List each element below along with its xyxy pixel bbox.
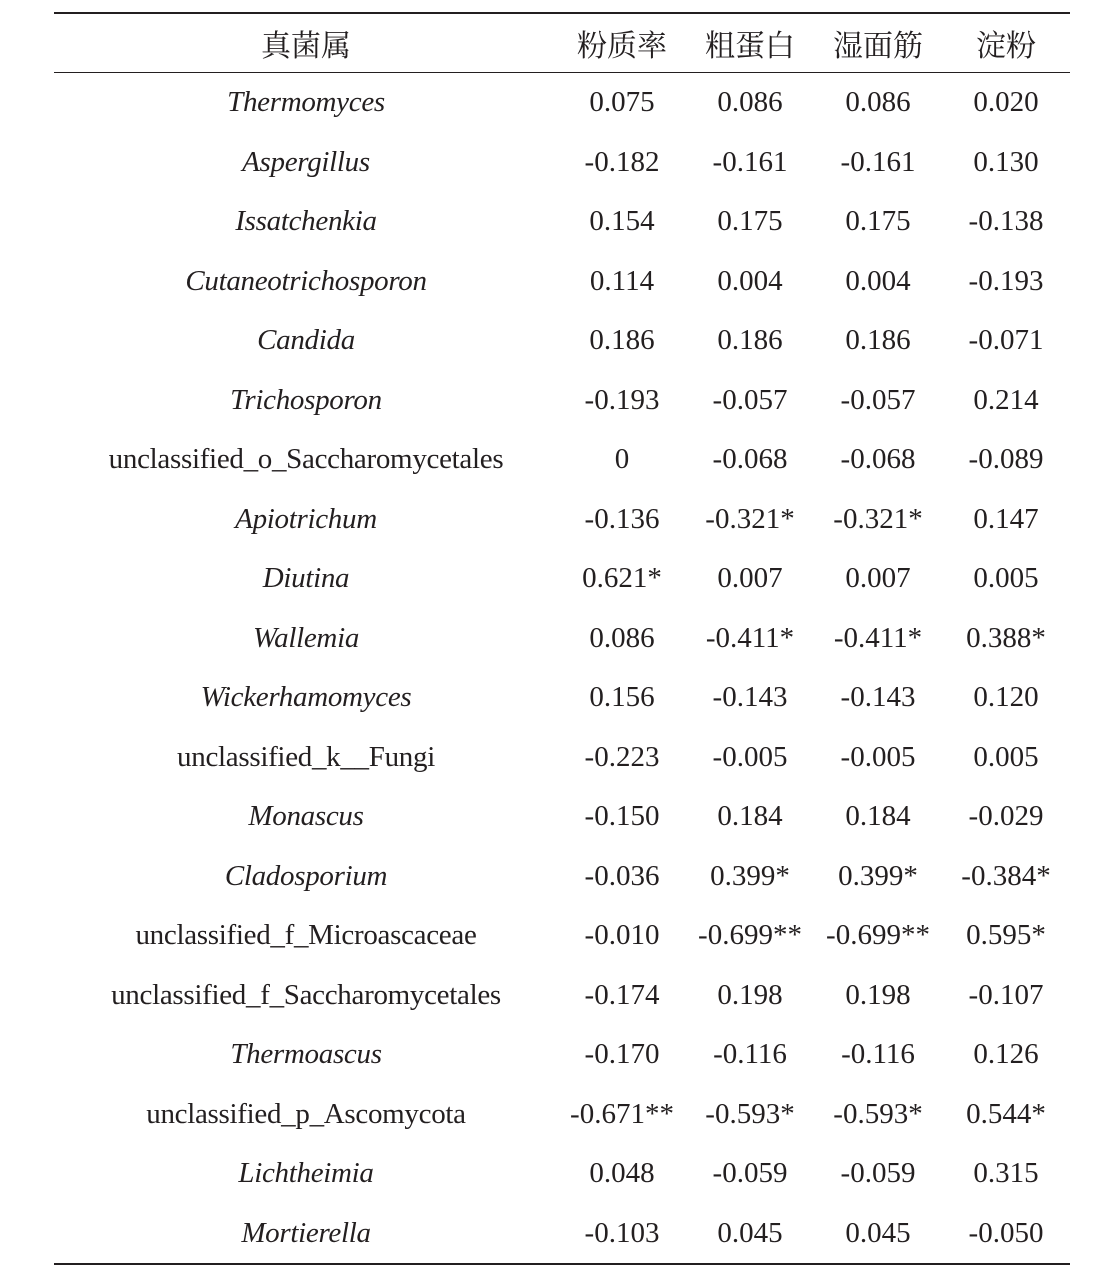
starch-value-cell: 0.020 — [973, 86, 1039, 119]
starch-value-cell: -0.050 — [968, 1216, 1044, 1249]
floury-rate-value-cell: -0.223 — [584, 740, 660, 773]
table-row — [54, 1144, 1070, 1204]
genus-name-cell: Issatchenkia — [235, 205, 377, 238]
wet-gluten-value-cell: -0.116 — [841, 1038, 915, 1071]
crude-protein-value-cell: -0.068 — [712, 443, 788, 476]
table-row — [54, 728, 1070, 788]
wet-gluten-value-cell: -0.321* — [833, 502, 923, 535]
crude-protein-value-cell: 0.175 — [717, 205, 783, 238]
starch-value-cell: -0.089 — [968, 443, 1044, 476]
wet-gluten-value-cell: 0.086 — [845, 86, 911, 119]
genus-name-cell: unclassified_k__Fungi — [177, 740, 435, 773]
starch-value-cell: -0.193 — [968, 264, 1044, 297]
genus-name-cell: Cladosporium — [224, 859, 388, 892]
genus-name-cell: Candida — [257, 324, 355, 357]
header-starch: 淀粉 — [976, 30, 1036, 63]
crude-protein-value-cell: 0.198 — [717, 978, 783, 1011]
starch-value-cell: -0.029 — [968, 800, 1044, 833]
genus-name-cell: Aspergillus — [242, 145, 370, 178]
floury-rate-value-cell: -0.671** — [570, 1097, 674, 1130]
starch-value-cell: 0.595* — [966, 919, 1046, 952]
wet-gluten-value-cell: 0.175 — [845, 205, 911, 238]
crude-protein-value-cell: 0.086 — [717, 86, 783, 119]
floury-rate-value-cell: 0.621* — [582, 562, 662, 595]
table-header-row — [54, 13, 1070, 73]
starch-value-cell: 0.544* — [966, 1097, 1046, 1130]
genus-name-cell: Thermoascus — [230, 1038, 382, 1071]
header-wet-gluten: 湿面筋 — [833, 30, 923, 63]
table-row — [54, 490, 1070, 550]
wet-gluten-value-cell: -0.057 — [840, 383, 916, 416]
table-row — [54, 73, 1070, 133]
genus-name-cell: unclassified_f_Microascaceae — [135, 919, 477, 952]
genus-name-cell: Cutaneotrichosporon — [185, 264, 427, 297]
table-body — [54, 73, 1070, 1265]
crude-protein-value-cell: -0.143 — [712, 681, 788, 714]
crude-protein-value-cell: 0.184 — [717, 800, 783, 833]
crude-protein-value-cell: -0.411* — [705, 621, 795, 654]
genus-name-cell: Diutina — [262, 562, 350, 595]
crude-protein-value-cell: -0.057 — [712, 383, 788, 416]
floury-rate-value-cell: -0.170 — [584, 1038, 660, 1071]
table-row — [54, 430, 1070, 490]
starch-value-cell: 0.130 — [973, 145, 1039, 178]
crude-protein-value-cell: -0.005 — [712, 740, 788, 773]
floury-rate-value-cell: 0.156 — [589, 681, 655, 714]
crude-protein-value-cell: 0.007 — [717, 562, 783, 595]
crude-protein-value-cell: 0.004 — [717, 264, 783, 297]
starch-value-cell: 0.315 — [973, 1157, 1039, 1190]
table-row — [54, 787, 1070, 847]
table-row — [54, 847, 1070, 907]
wet-gluten-value-cell: -0.699** — [826, 919, 930, 952]
table-row — [54, 1085, 1070, 1145]
floury-rate-value-cell: -0.193 — [584, 383, 660, 416]
crude-protein-value-cell: -0.059 — [712, 1157, 788, 1190]
crude-protein-value-cell: -0.321* — [705, 502, 795, 535]
crude-protein-value-cell: -0.593* — [705, 1097, 795, 1130]
header-crude-protein: 粗蛋白 — [705, 30, 795, 63]
table-row — [54, 668, 1070, 728]
genus-name-cell: Trichosporon — [230, 383, 382, 416]
wet-gluten-value-cell: 0.007 — [845, 562, 911, 595]
floury-rate-value-cell: -0.182 — [584, 145, 660, 178]
wet-gluten-value-cell: -0.143 — [840, 681, 916, 714]
genus-name-cell: Apiotrichum — [235, 502, 377, 535]
crude-protein-value-cell: -0.699** — [698, 919, 802, 952]
starch-value-cell: 0.388* — [966, 621, 1046, 654]
floury-rate-value-cell: 0 — [614, 443, 630, 476]
floury-rate-value-cell: 0.048 — [589, 1157, 655, 1190]
wet-gluten-value-cell: 0.045 — [845, 1216, 911, 1249]
table-row — [54, 371, 1070, 431]
floury-rate-value-cell: 0.075 — [589, 86, 655, 119]
crude-protein-value-cell: 0.045 — [717, 1216, 783, 1249]
starch-value-cell: 0.126 — [973, 1038, 1039, 1071]
floury-rate-value-cell: 0.086 — [589, 621, 655, 654]
genus-name-cell: unclassified_p_Ascomycota — [146, 1097, 466, 1130]
starch-value-cell: -0.107 — [968, 978, 1044, 1011]
starch-value-cell: -0.384* — [961, 859, 1051, 892]
table-row — [54, 311, 1070, 371]
table-row — [54, 549, 1070, 609]
table-row — [54, 906, 1070, 966]
crude-protein-value-cell: 0.186 — [717, 324, 783, 357]
table-row — [54, 252, 1070, 312]
genus-name-cell: unclassified_o_Saccharomycetales — [108, 443, 504, 476]
table-row — [54, 1025, 1070, 1085]
genus-name-cell: Wickerhamomyces — [200, 681, 412, 714]
wet-gluten-value-cell: -0.059 — [840, 1157, 916, 1190]
wet-gluten-value-cell: -0.068 — [840, 443, 916, 476]
floury-rate-value-cell: -0.103 — [584, 1216, 660, 1249]
genus-name-cell: Mortierella — [241, 1216, 371, 1249]
wet-gluten-value-cell: 0.198 — [845, 978, 911, 1011]
wet-gluten-value-cell: 0.004 — [845, 264, 911, 297]
fungal-genus-correlation-table — [54, 12, 1070, 1265]
wet-gluten-value-cell: -0.411* — [833, 621, 923, 654]
floury-rate-value-cell: -0.010 — [584, 919, 660, 952]
floury-rate-value-cell: -0.150 — [584, 800, 660, 833]
correlation-table-container — [54, 12, 1070, 1265]
genus-name-cell: Wallemia — [252, 621, 360, 654]
starch-value-cell: 0.005 — [973, 740, 1039, 773]
header-floury-rate: 粉质率 — [577, 30, 667, 63]
wet-gluten-value-cell: 0.184 — [845, 800, 911, 833]
table-row — [54, 192, 1070, 252]
crude-protein-value-cell: -0.161 — [712, 145, 788, 178]
wet-gluten-value-cell: 0.186 — [845, 324, 911, 357]
floury-rate-value-cell: -0.174 — [584, 978, 660, 1011]
wet-gluten-value-cell: -0.593* — [833, 1097, 923, 1130]
wet-gluten-value-cell: -0.005 — [840, 740, 916, 773]
starch-value-cell: 0.005 — [973, 562, 1039, 595]
wet-gluten-value-cell: 0.399* — [838, 859, 918, 892]
floury-rate-value-cell: 0.114 — [589, 264, 655, 297]
starch-value-cell: -0.138 — [968, 205, 1044, 238]
crude-protein-value-cell: 0.399* — [710, 859, 790, 892]
crude-protein-value-cell: -0.116 — [713, 1038, 787, 1071]
table-row — [54, 609, 1070, 669]
starch-value-cell: 0.147 — [973, 502, 1039, 535]
table-row — [54, 966, 1070, 1026]
genus-name-cell: unclassified_f_Saccharomycetales — [111, 978, 501, 1011]
genus-name-cell: Lichtheimia — [238, 1157, 374, 1190]
starch-value-cell: -0.071 — [968, 324, 1044, 357]
floury-rate-value-cell: 0.186 — [589, 324, 655, 357]
table-row — [54, 133, 1070, 193]
floury-rate-value-cell: -0.036 — [584, 859, 660, 892]
floury-rate-value-cell: -0.136 — [584, 502, 660, 535]
starch-value-cell: 0.214 — [973, 383, 1039, 416]
header-genus: 真菌属 — [261, 30, 351, 63]
genus-name-cell: Monascus — [248, 800, 364, 833]
wet-gluten-value-cell: -0.161 — [840, 145, 916, 178]
floury-rate-value-cell: 0.154 — [589, 205, 655, 238]
table-row — [54, 1204, 1070, 1265]
starch-value-cell: 0.120 — [973, 681, 1039, 714]
genus-name-cell: Thermomyces — [227, 86, 385, 119]
